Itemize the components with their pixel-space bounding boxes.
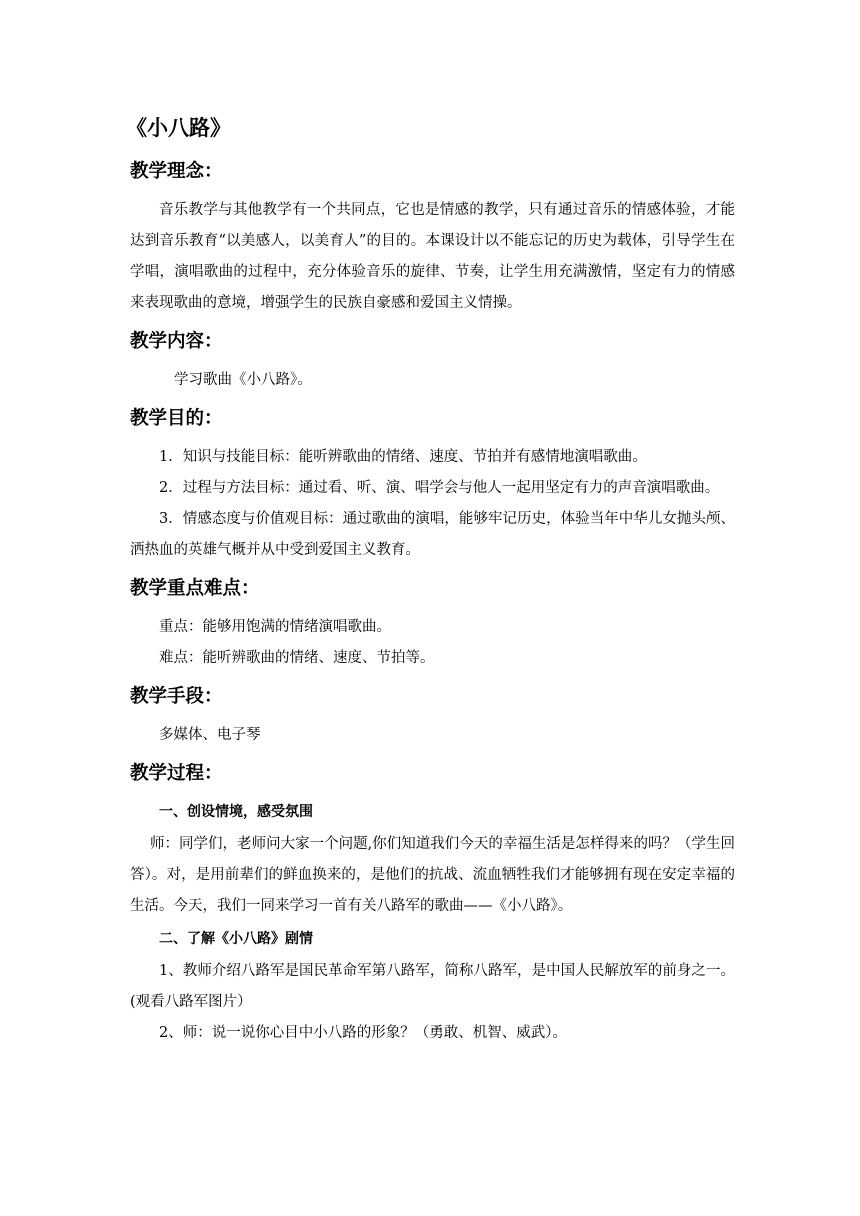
goal-item: 3．情感态度与价值观目标：通过歌曲的演唱，能够牢记历史，体验当年中华儿女抛头颅、洒热血的英雄气概并从中受到爱国主义教育。 <box>130 511 735 558</box>
heading-teaching-means: 教学手段： <box>130 686 223 707</box>
document-title: 《小八路》 <box>126 116 231 140</box>
process-step1-title: 一、创设情境，感受氛围 <box>159 804 313 820</box>
heading-key-points: 教学重点难点： <box>130 578 260 599</box>
heading-teaching-process: 教学过程： <box>130 763 223 784</box>
content-paragraph: 学习歌曲《小八路》。 <box>174 372 312 388</box>
heading-teaching-philosophy: 教学理念： <box>130 161 223 182</box>
process-step2-title: 二、了解《小八路》剧情 <box>159 931 313 947</box>
heading-teaching-content: 教学内容： <box>130 331 223 352</box>
process-step2-item: 2、师：说一说你心目中小八路的形象？（勇敢、机智、威武）。 <box>159 1025 567 1041</box>
goal-item: 2．过程与方法目标：通过看、听、演、唱学会与他人一起用坚定有力的声音演唱歌曲。 <box>159 480 720 496</box>
process-step2-item: 1、教师介绍八路军是国民革命军第八路军，简称八路军，是中国人民解放军的前身之一。(观看八路军图片） <box>130 963 735 1010</box>
means-paragraph: 多媒体、电子琴 <box>159 727 261 743</box>
goal-item: 1．知识与技能目标：能听辨歌曲的情绪、速度、节拍并有感情地演唱歌曲。 <box>159 449 647 465</box>
philosophy-paragraph: 音乐教学与其他教学有一个共同点，它也是情感的教学，只有通过音乐的情感体验，才能达到音乐教育“以美感人，以美育人”的目的。本课设计以不能忘记的历史为载体，引导学生在学唱，演唱歌曲的过程中，充分体验音乐的旋律、节奏，让学生用充满激情，坚定有力的情感来表现歌曲的意境，增强学生的民族自豪感和爱国主义情操。 <box>130 202 735 311</box>
key-point-difficulty: 难点：能听辨歌曲的情绪、速度、节拍等。 <box>159 650 435 666</box>
heading-teaching-goals: 教学目的： <box>130 408 223 429</box>
document-page <box>126 112 735 1049</box>
key-point-focus: 重点：能够用饱满的情绪演唱歌曲。 <box>159 619 391 635</box>
process-step1-paragraph: 师：同学们，老师问大家一个问题,你们知道我们今天的幸福生活是怎样得来的吗？（学生回答）。对，是用前辈们的鲜血换来的，是他们的抗战、流血牺牲我们才能够拥有现在安定幸福的生活。今天，我们一同来学习一首有关八路军的歌曲——《小八路》。 <box>130 836 735 914</box>
